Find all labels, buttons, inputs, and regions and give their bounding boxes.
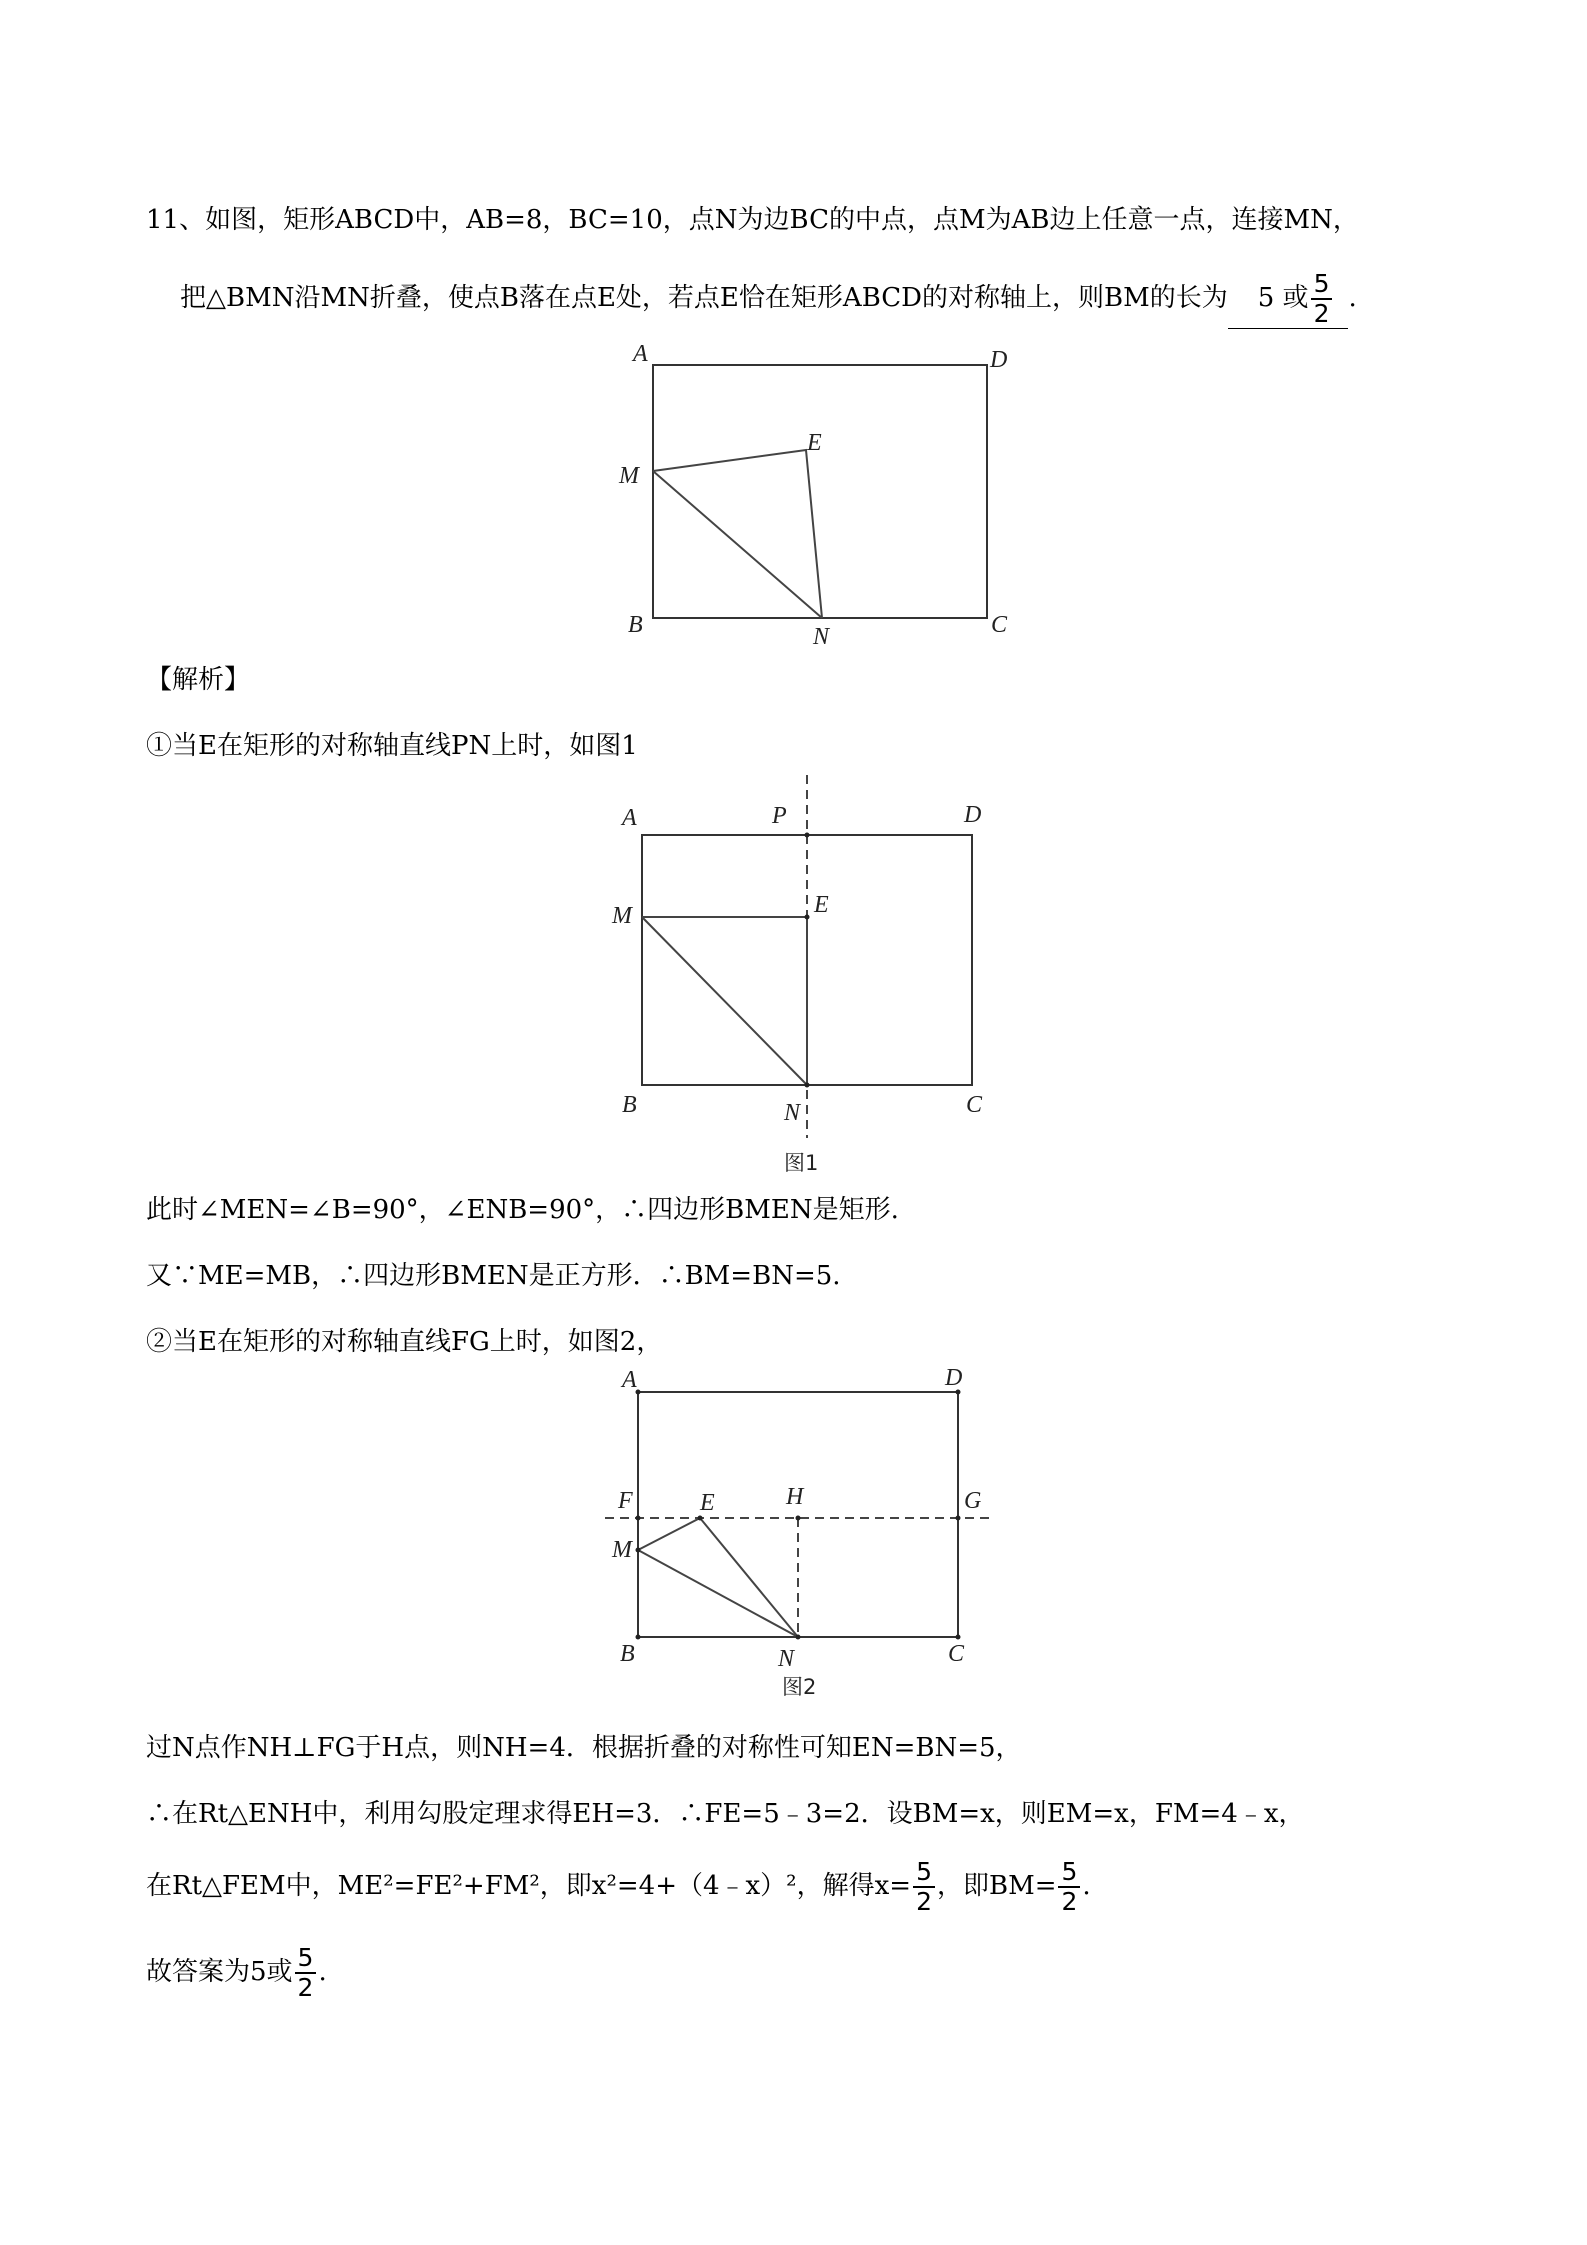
main-figure <box>600 340 1040 660</box>
case-2-line-3-c: . <box>1082 1871 1091 1901</box>
fig2-folded-triangle <box>638 1518 798 1637</box>
fig2-label-d: D <box>945 1365 963 1391</box>
fig2-label-g: G <box>964 1488 982 1514</box>
fig1-point-e <box>805 915 810 920</box>
conclusion-suffix: . <box>318 1957 327 1987</box>
case-2-line-1: 过N点作NH⊥FG于H点，则NH=4．根据折叠的对称性可知EN=BN=5， <box>146 1733 1022 1763</box>
analysis-heading: 【解析】 <box>146 665 251 695</box>
x-fraction <box>913 1858 935 1916</box>
fig2-point-f <box>636 1516 641 1521</box>
conclusion-fraction <box>295 1944 317 2002</box>
fig2-label-n: N <box>778 1646 795 1672</box>
label-e: E <box>807 430 822 456</box>
figure-2 <box>590 1365 1010 1700</box>
fig2-label-a: A <box>622 1367 637 1393</box>
case-2-line-3-b: ，即BM= <box>936 1871 1057 1901</box>
folded-triangle <box>653 450 822 618</box>
fig2-point-h <box>796 1516 801 1521</box>
answer-fraction-num: 5 <box>1311 270 1333 300</box>
fig1-point-p <box>805 833 810 838</box>
fig2-point-g <box>956 1516 961 1521</box>
fig2-label-h: H <box>786 1484 804 1510</box>
answer-blank <box>1228 270 1349 329</box>
rectangle-abcd <box>653 365 987 618</box>
fig1-label-a: A <box>622 805 637 831</box>
fig1-label-d: D <box>964 802 982 828</box>
label-b: B <box>628 612 643 638</box>
fig2-segment-mn <box>638 1550 798 1637</box>
fig2-label-b: B <box>620 1641 635 1667</box>
fig1-label-m: M <box>612 903 632 929</box>
label-a: A <box>633 341 648 367</box>
bm-fraction-num: 5 <box>1058 1858 1080 1888</box>
x-fraction-den: 2 <box>916 1887 932 1916</box>
fig1-point-n <box>805 1083 810 1088</box>
label-m: M <box>619 463 639 489</box>
answer-prefix: 5 或 <box>1257 283 1309 313</box>
conclusion <box>146 1944 327 2002</box>
segment-mn <box>653 471 822 618</box>
fig1-label-p: P <box>772 803 787 829</box>
case-1-line-1: 此时∠MEN=∠B=90°，∠ENB=90°，∴四边形BMEN是矩形. <box>146 1195 899 1225</box>
fig2-label-f: F <box>618 1488 633 1514</box>
fig1-label-n: N <box>784 1100 801 1126</box>
label-n: N <box>813 624 830 650</box>
analysis-case-2: ②当E在矩形的对称轴直线FG上时，如图2， <box>146 1327 663 1357</box>
problem-line-1: 11、如图，矩形ABCD中，AB=8，BC=10，点N为边BC的中点，点M为AB边上任意一点，连接MN， <box>146 205 1359 235</box>
fig2-point-c <box>956 1635 961 1640</box>
case-1-line-2: 又∵ME=MB，∴四边形BMEN是正方形．∴BM=BN=5. <box>146 1261 841 1291</box>
conclusion-text: 故答案为5或 <box>146 1957 293 1987</box>
fig2-label-c: C <box>948 1641 965 1667</box>
problem-line-2 <box>180 270 1357 329</box>
fig2-point-e <box>698 1516 703 1521</box>
conclusion-fraction-num: 5 <box>295 1944 317 1974</box>
fig1-label-e: E <box>814 892 829 918</box>
x-fraction-num: 5 <box>913 1858 935 1888</box>
label-d: D <box>990 347 1008 373</box>
label-c: C <box>991 612 1008 638</box>
bm-fraction <box>1058 1858 1080 1916</box>
fig2-point-b <box>636 1635 641 1640</box>
bm-fraction-den: 2 <box>1061 1887 1078 1916</box>
case-2-line-2: ∴在Rt△ENH中，利用勾股定理求得EH=3．∴FE=5﹣3=2．设BM=x，则EM=x，FM=4﹣x， <box>146 1799 1305 1829</box>
fig2-point-n <box>796 1635 801 1640</box>
answer-fraction <box>1311 270 1333 328</box>
fig1-label-b: B <box>622 1092 637 1118</box>
conclusion-fraction-den: 2 <box>297 1973 314 2002</box>
case-2-line-3 <box>146 1858 1091 1916</box>
fig2-label-e: E <box>700 1490 715 1516</box>
case-2-line-3-a: 在Rt△FEM中，ME²=FE²+FM²，即x²=4+（4﹣x）²，解得x= <box>146 1871 912 1901</box>
figure-1 <box>600 770 1040 1180</box>
fig2-point-m <box>636 1548 641 1553</box>
fig1-caption: 图1 <box>784 1151 819 1175</box>
fig2-label-m: M <box>612 1537 632 1563</box>
answer-fraction-den: 2 <box>1313 299 1330 328</box>
fig1-segment-mn <box>642 917 807 1085</box>
problem-line-2-suffix: . <box>1348 283 1357 313</box>
fig2-caption: 图2 <box>782 1675 817 1699</box>
problem-line-2-text: 把△BMN沿MN折叠，使点B落在点E处，若点E恰在矩形ABCD的对称轴上，则BM的长为 <box>180 283 1228 313</box>
analysis-case-1: ①当E在矩形的对称轴直线PN上时，如图1 <box>146 731 638 761</box>
fig1-label-c: C <box>966 1092 983 1118</box>
